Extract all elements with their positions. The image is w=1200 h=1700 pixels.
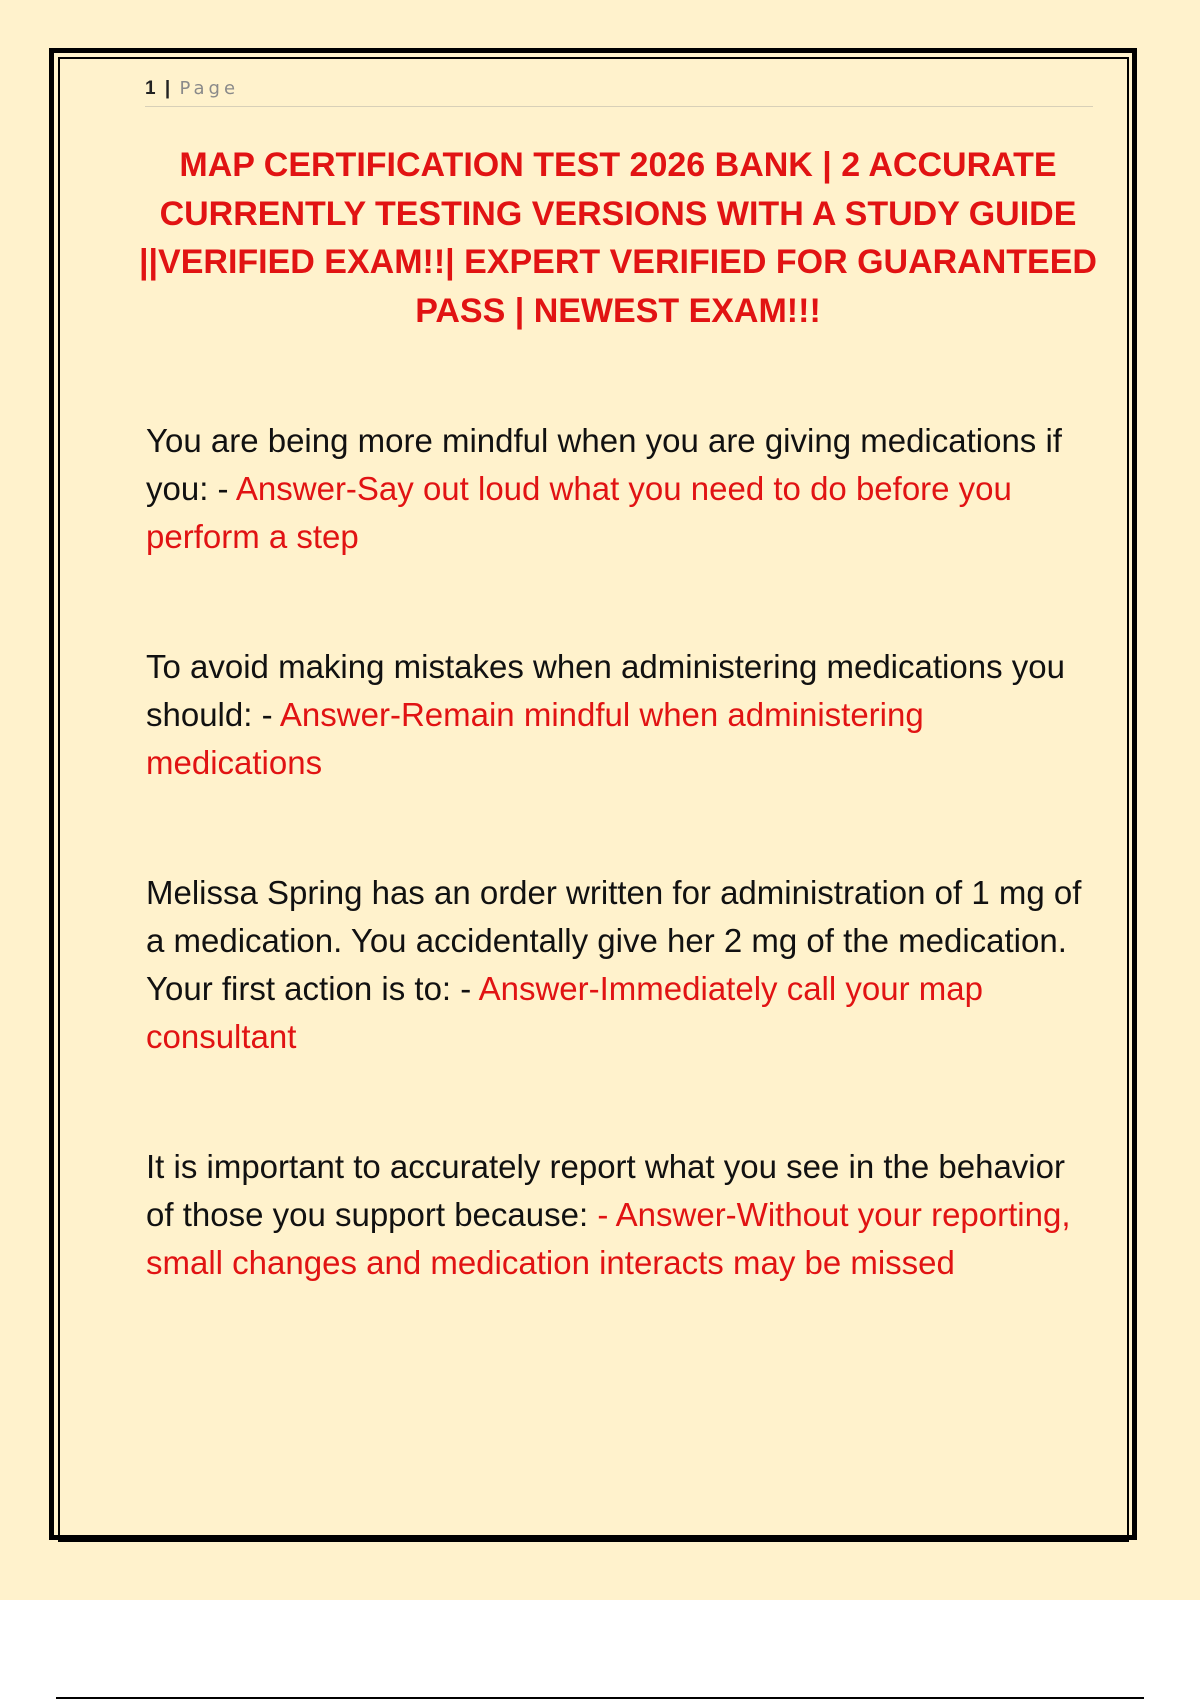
answer-text: - Answer-Without your reporting, small changes and medication interacts may be missed — [146, 1196, 1071, 1281]
page-header-separator: | — [164, 78, 171, 99]
qa-item-1 — [146, 417, 1096, 561]
page-header — [145, 72, 1093, 107]
page-label: Page — [179, 78, 240, 99]
next-page-top-rule — [56, 1697, 1144, 1699]
page-number: 1 — [145, 78, 156, 99]
qa-item-4 — [146, 1143, 1096, 1287]
question-text: Melissa Spring has an order written for administration of 1 mg of a medication. You accidentally give her 2 mg of the medication. Your first action is to: - — [146, 874, 1082, 1007]
answer-text: Answer-Say out loud what you need to do before you perform a step — [146, 470, 1012, 555]
qa-item-2 — [146, 643, 1096, 787]
document-title: MAP CERTIFICATION TEST 2026 BANK | 2 ACCURATE CURRENTLY TESTING VERSIONS WITH A STUDY GUIDE ||VERIFIED EXAM!!| EXPERT VERIFIED FOR GUARANTEED PASS | NEWEST EXAM!!! — [139, 146, 1097, 330]
question-text: You are being more mindful when you are giving medications if you: - — [146, 422, 1062, 507]
question-text: To avoid making mistakes when administering medications you should: - — [146, 648, 1065, 733]
question-text: It is important to accurately report what you see in the behavior of those you support because: — [146, 1148, 1065, 1233]
answer-text: Answer-Immediately call your map consultant — [146, 970, 983, 1055]
answer-text: Answer-Remain mindful when administering medications — [146, 696, 924, 781]
qa-item-3 — [146, 869, 1096, 1061]
